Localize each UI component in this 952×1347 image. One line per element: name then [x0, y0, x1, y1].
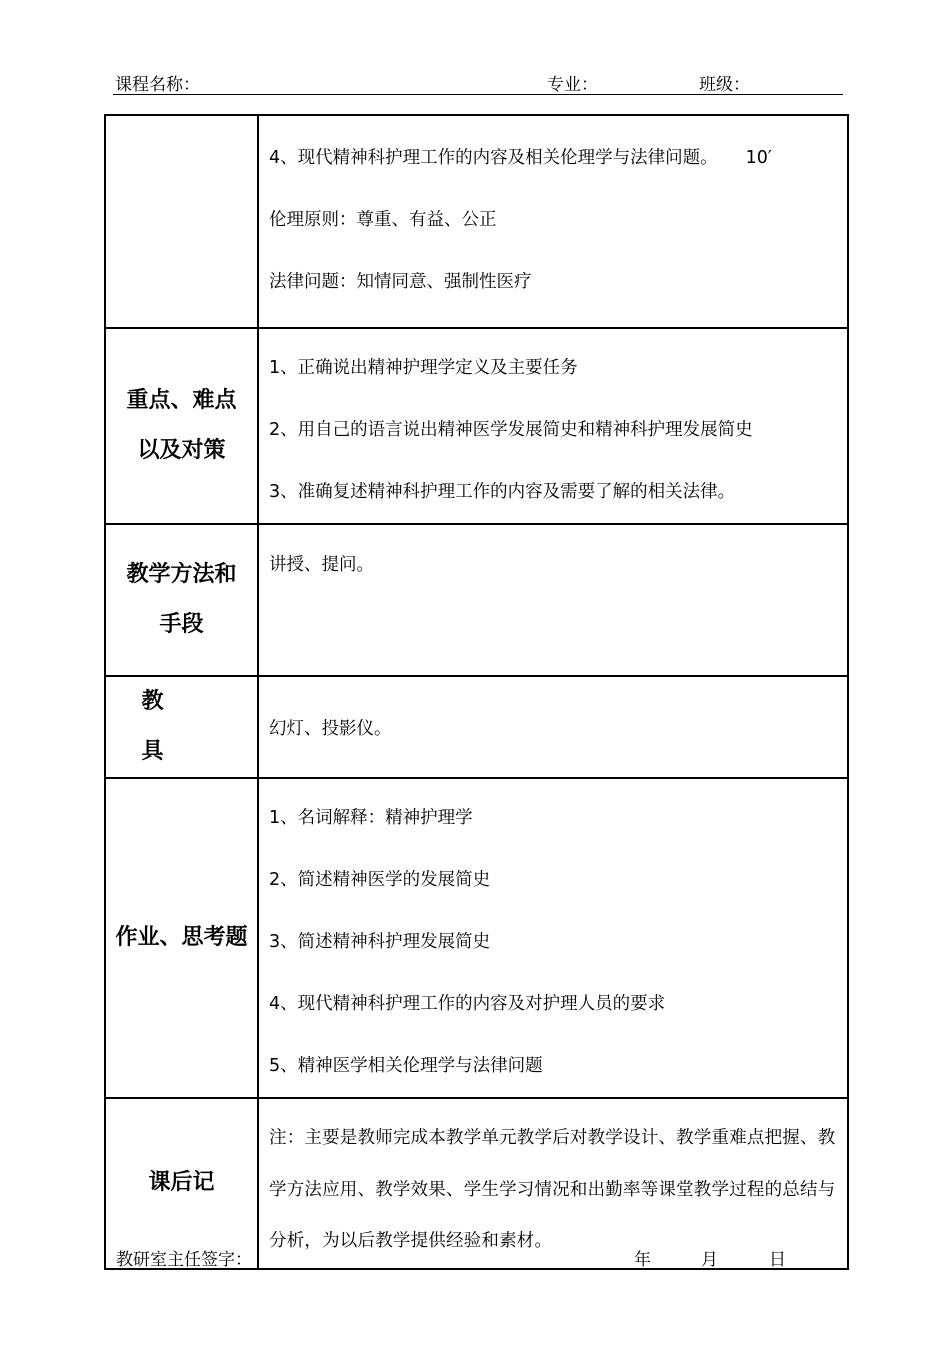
methods-label: 教学方法和 手段	[105, 524, 258, 676]
notes-content	[258, 1098, 848, 1269]
content-line: 1、正确说出精神护理学定义及主要任务	[269, 358, 578, 378]
tools-content	[258, 676, 848, 778]
homework-item: 1、名词解释：精神护理学	[269, 808, 473, 828]
methods-text: 讲授、提问。	[269, 555, 374, 575]
key-points-label: 重点、难点 以及对策	[105, 328, 258, 524]
content-line: 3、准确复述精神科护理工作的内容及需要了解的相关法律。	[269, 482, 736, 502]
homework-item: 2、简述精神医学的发展简史	[269, 870, 491, 890]
page-header	[113, 70, 843, 95]
content-line: 伦理原则：尊重、有益、公正	[269, 210, 497, 230]
methods-content	[258, 524, 848, 676]
content-line: 4、现代精神科护理工作的内容及相关伦理学与法律问题。 10′	[269, 148, 772, 168]
tools-row	[105, 676, 848, 778]
notes-text: 注：主要是教师完成本教学单元教学后对教学设计、教学重难点把握、教学方法应用、教学效果、学生学习情况和出勤率等课堂教学过程的总结与分析，为以后教学提供经验和素材。	[269, 1128, 836, 1251]
content-line: 法律问题：知情同意、强制性医疗	[269, 272, 532, 292]
homework-label: 作业、思考题	[105, 778, 258, 1098]
tools-text: 幻灯、投影仪。	[269, 718, 392, 739]
methods-row	[105, 524, 848, 676]
class-label: 班级：	[699, 75, 750, 95]
homework-item: 5、精神医学相关伦理学与法律问题	[269, 1056, 543, 1076]
continued-label-cell	[105, 115, 258, 328]
continued-content-cell	[258, 115, 848, 328]
day-label: 日	[769, 1250, 786, 1270]
director-signature-label: 教研室主任签字：	[116, 1250, 252, 1270]
key-points-row	[105, 328, 848, 524]
course-name-label: 课程名称：	[115, 75, 200, 95]
major-label: 专业：	[547, 75, 598, 95]
homework-item: 3、简述精神科护理发展简史	[269, 932, 491, 952]
tools-label: 教具	[105, 676, 258, 778]
content-line: 2、用自己的语言说出精神医学发展简史和精神科护理发展简史	[269, 420, 753, 440]
key-points-content	[258, 328, 848, 524]
month-label: 月	[701, 1250, 718, 1270]
homework-row	[105, 778, 848, 1098]
homework-content	[258, 778, 848, 1098]
notes-row	[105, 1098, 848, 1269]
time-allocation: 10′	[745, 148, 772, 168]
notes-label: 课后记	[105, 1098, 258, 1269]
continued-row	[105, 115, 848, 328]
year-label: 年	[634, 1250, 651, 1270]
homework-item: 4、现代精神科护理工作的内容及对护理人员的要求	[269, 994, 666, 1014]
lesson-plan-table	[104, 114, 849, 1270]
